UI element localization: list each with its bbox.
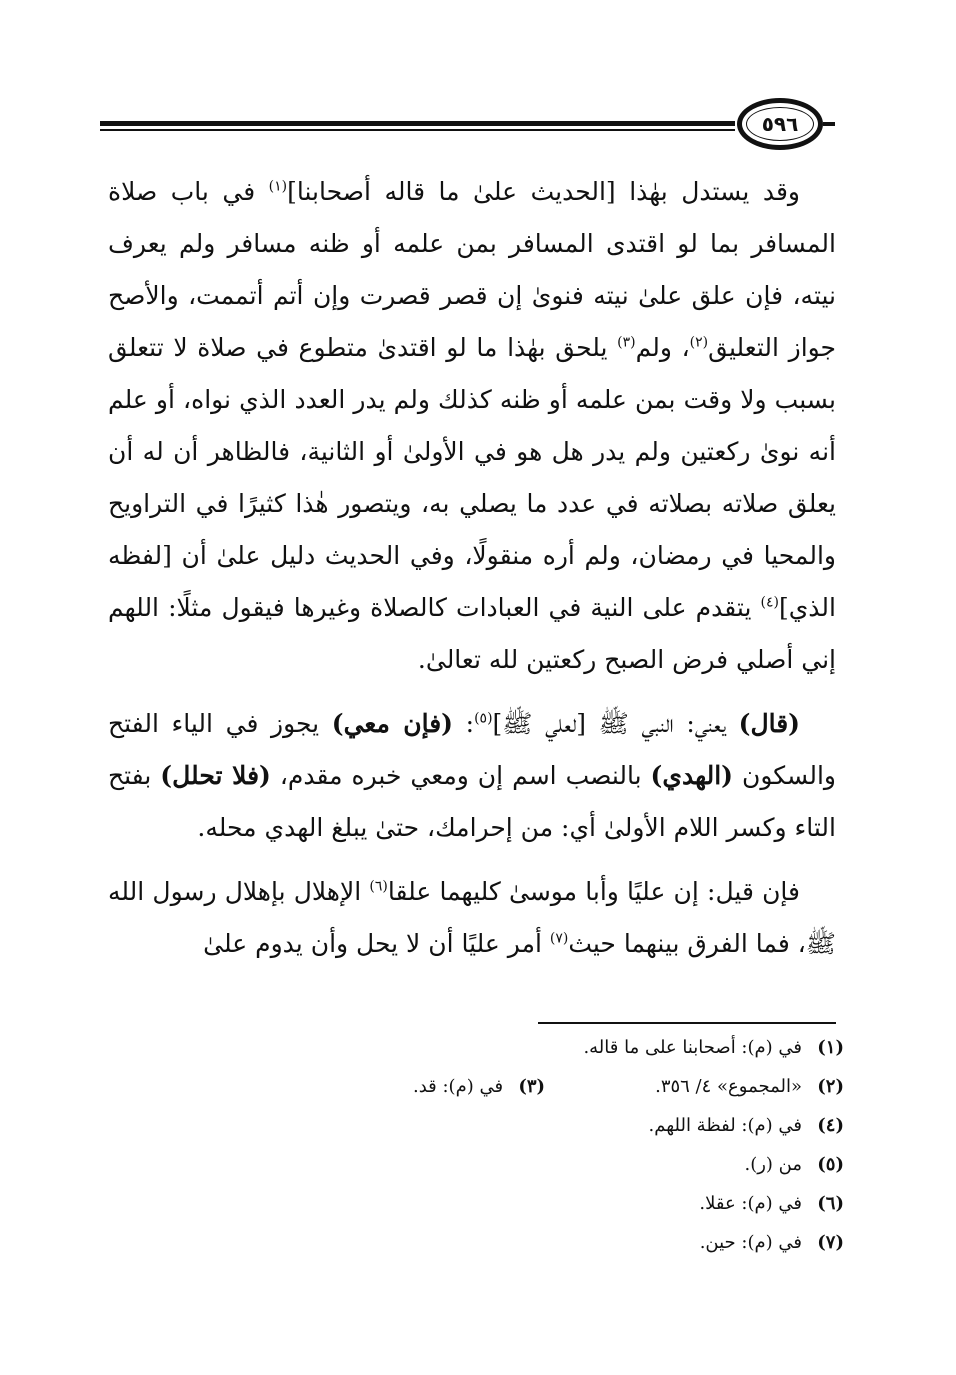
- text-run: أمر عليًا أن لا يحل وأن يدوم علىٰ: [203, 929, 550, 958]
- footnote-line: [124, 1106, 844, 1145]
- footnote-marker: (٥): [474, 710, 493, 727]
- footnote-number: (٢): [817, 1076, 844, 1097]
- text-run: وقد يستدل بهٰذا [الحديث علىٰ ما قاله أصحابنا]: [287, 177, 800, 206]
- footnote-marker: (٣): [617, 334, 636, 351]
- bold-term: (الهدي): [650, 761, 733, 790]
- bold-term: (قال): [738, 709, 801, 738]
- footnote-marker: (٢): [689, 334, 709, 351]
- footnote: [583, 1028, 844, 1067]
- text-run: يلحق بهٰذا ما لو اقتدىٰ متطوع في صلاة لا تتعلق بسبب ولا وقت بمن علمه أو ظنه كذلك ولم يدر العدد الذي نواه، أو علم أنه نوىٰ ركعتين ولم يدر هل هو في الأولىٰ أو الثانية، فالظاهر أن له أن يعلق صلاته بصلاته في عدد ما يصلي به، ويتصور هٰذا كثيرًا في التراويح والمحيا في رمضان، ولم أره منقولًا، وفي الحديث دليل علىٰ أن [لفظه الذي]: [108, 333, 836, 622]
- text-run: :: [453, 709, 475, 738]
- footnote-line: [124, 1184, 844, 1223]
- footnotes: [124, 1028, 844, 1262]
- footnote: [655, 1067, 844, 1106]
- footnote: [413, 1067, 545, 1106]
- header-rule-stub: [823, 122, 835, 126]
- text-run: بالنصب اسم إن ومعي خبره مقدم،: [270, 761, 651, 790]
- footnote-number: (٥): [817, 1154, 844, 1175]
- main-text: [108, 166, 836, 982]
- footnote-text: في (م): لفظة اللهم.: [648, 1115, 802, 1136]
- footnote-text: في (م): أصحابنا على ما قاله.: [583, 1037, 802, 1058]
- page-header: [100, 98, 835, 158]
- footnote-marker: (٦): [369, 878, 388, 895]
- footnote-text: في (م): قد.: [412, 1076, 504, 1097]
- text-run: يعني: النبي ﷺ [لعلي ﷺ]: [492, 709, 739, 738]
- header-rule-thin: [100, 129, 735, 131]
- text-run: فإن قيل: إن عليًا وأبا موسىٰ كليهما علقا: [387, 877, 800, 906]
- text-run: يتقدم على النية في العبادات كالصلاة وغيرها فيقول مثلًا: اللهم إني أصلي فرض الصبح ركعتين لله تعالىٰ.: [108, 593, 836, 674]
- footnote-line: [124, 1145, 844, 1184]
- paragraph: [108, 698, 836, 854]
- text-run: بفتح التاء وكسر اللام الأولىٰ أي: من إحرامك، حتىٰ يبلغ الهدي محله.: [108, 761, 836, 842]
- footnote-marker: (٧): [549, 930, 569, 947]
- footnote: [649, 1106, 844, 1145]
- text-run: ، ولم: [635, 333, 690, 362]
- paragraph: [108, 866, 836, 970]
- text-run: الإهلال بإهلال رسول الله ﷺ، فما الفرق بينهما حيث: [108, 877, 836, 958]
- text-run: في باب صلاة المسافر بما لو اقتدى المسافر بمن علمه أو ظنه مسافر ولم يعرف نيته، فإن علق علىٰ نيته فنوىٰ إن قصر قصرت وإن أتم أتممت، والأصح جواز التعليق: [108, 177, 837, 362]
- text-run: يجوز في الياء الفتح والسكون: [108, 709, 836, 790]
- footnote-line: [124, 1223, 844, 1262]
- footnote-number: (٤): [817, 1115, 844, 1136]
- footnote: [700, 1223, 844, 1262]
- footnote-number: (٦): [817, 1193, 844, 1214]
- footnote: [699, 1184, 844, 1223]
- bold-term: (فإن معي): [331, 709, 454, 738]
- footnote-marker: (٤): [760, 594, 779, 611]
- header-rule-thick: [100, 121, 735, 126]
- footnote-divider: [538, 1022, 836, 1024]
- footnote-text: في (م): عقلا.: [699, 1193, 802, 1214]
- bold-term: (فلا تحلل): [160, 761, 271, 790]
- footnote-number: (١): [817, 1037, 844, 1058]
- footnote-marker: (١): [268, 178, 288, 195]
- page-number: ٥٩٦: [761, 112, 799, 136]
- paragraph: [108, 166, 836, 686]
- footnote-line: [124, 1028, 844, 1067]
- footnote-number: (٣): [518, 1076, 546, 1097]
- footnote-line: [124, 1067, 844, 1106]
- footnote-text: من (ر).: [744, 1154, 802, 1175]
- footnote-number: (٧): [817, 1232, 844, 1253]
- footnote: [744, 1145, 844, 1184]
- page-number-badge: [737, 98, 823, 150]
- footnote-text: «المجموع» ٤/ ٣٥٦.: [655, 1076, 802, 1097]
- footnote-text: في (م): حين.: [699, 1232, 802, 1253]
